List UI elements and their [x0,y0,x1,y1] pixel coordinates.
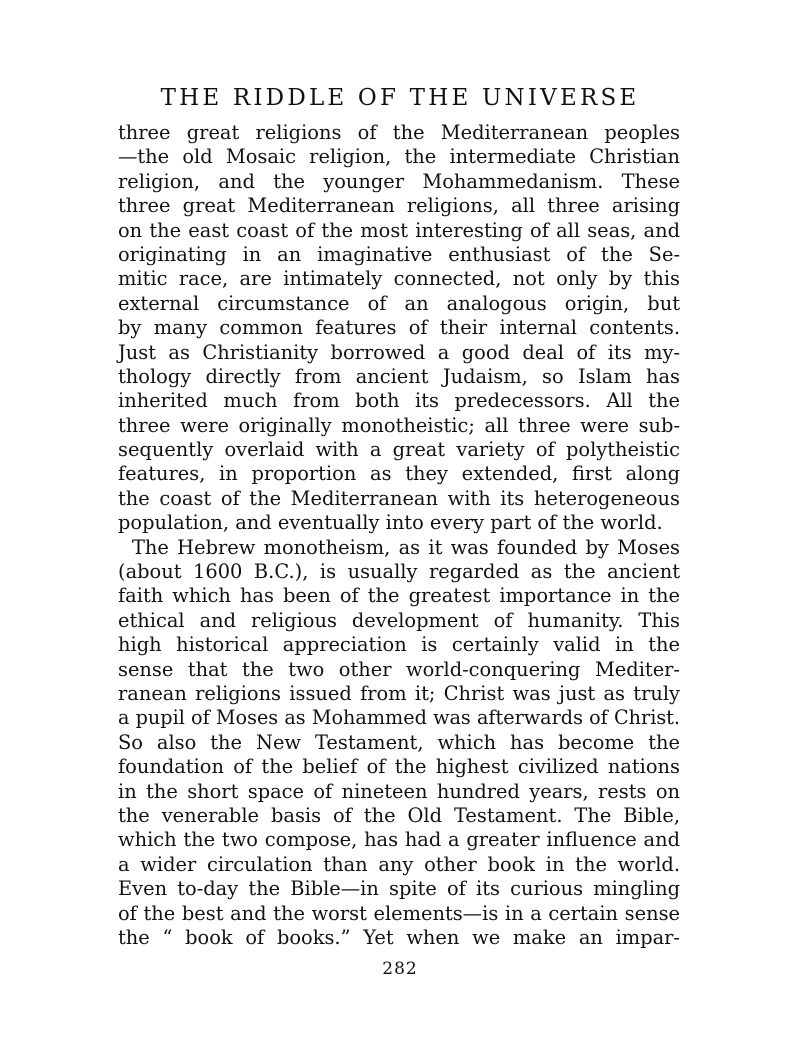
text-line: ranean religions issued from it; Christ was just as truly [118,681,680,705]
text-line: high historical appreciation is certainly valid in the [118,633,680,657]
text-line: (about 1600 B.C.), is usually regarded as the ancient [118,560,680,584]
text-line: the “ book of books.” Yet when we make an impar- [118,925,680,949]
text-line: of the best and the worst elements—is in a certain sense [118,901,680,925]
text-line: the coast of the Mediterranean with its heterogeneous [118,486,680,510]
text-line: population, and eventually into every part of the world. [118,511,663,535]
text-line: in the short space of nineteen hundred years, rests on [118,779,680,803]
body-text [118,121,680,950]
text-line: sense that the two other world-conquering Mediter- [118,657,680,681]
text-line: originating in an imaginative enthusiast of the Se- [118,242,680,266]
running-head: THE RIDDLE OF THE UNIVERSE [160,85,640,111]
page-number: 282 [382,959,418,979]
text-line: So also the New Testament, which has become the [118,730,680,754]
text-line: ethical and religious development of humanity. This [118,608,680,632]
text-line: Just as Christianity borrowed a good deal of its my- [118,340,680,364]
text-line: inherited much from both its predecessors. All the [118,389,680,413]
text-line: religion, and the younger Mohammedanism. These [118,169,680,193]
text-line: three great Mediterranean religions, all three arising [118,194,680,218]
text-line: which the two compose, has had a greater influence and [118,828,680,852]
text-line: the venerable basis of the Old Testament. The Bible, [118,803,680,827]
text-line: on the east coast of the most interesting of all seas, and [118,218,680,242]
text-line: by many common features of their internal contents. [118,316,680,340]
text-line: mitic race, are intimately connected, not only by this [118,267,680,291]
text-line: Even to-day the Bible—in spite of its curious mingling [118,877,680,901]
text-line: features, in proportion as they extended, first along [118,462,680,486]
text-line: The Hebrew monotheism, as it was founded by Moses [132,535,680,559]
text-line: a pupil of Moses as Mohammed was afterwards of Christ. [118,706,680,730]
text-line: three were originally monotheistic; all three were sub- [118,413,680,437]
text-line: sequently overlaid with a great variety of polytheistic [118,438,680,462]
text-line: foundation of the belief of the highest civilized nations [118,755,680,779]
text-line: faith which has been of the greatest importance in the [118,584,680,608]
text-line: three great religions of the Mediterranean peoples [118,121,680,144]
text-line: a wider circulation than any other book in the world. [118,852,680,876]
text-line: thology directly from ancient Judaism, so Islam has [118,364,680,388]
text-line: —the old Mosaic religion, the intermediate Christian [118,145,680,169]
text-line: external circumstance of an analogous origin, but [118,291,680,315]
